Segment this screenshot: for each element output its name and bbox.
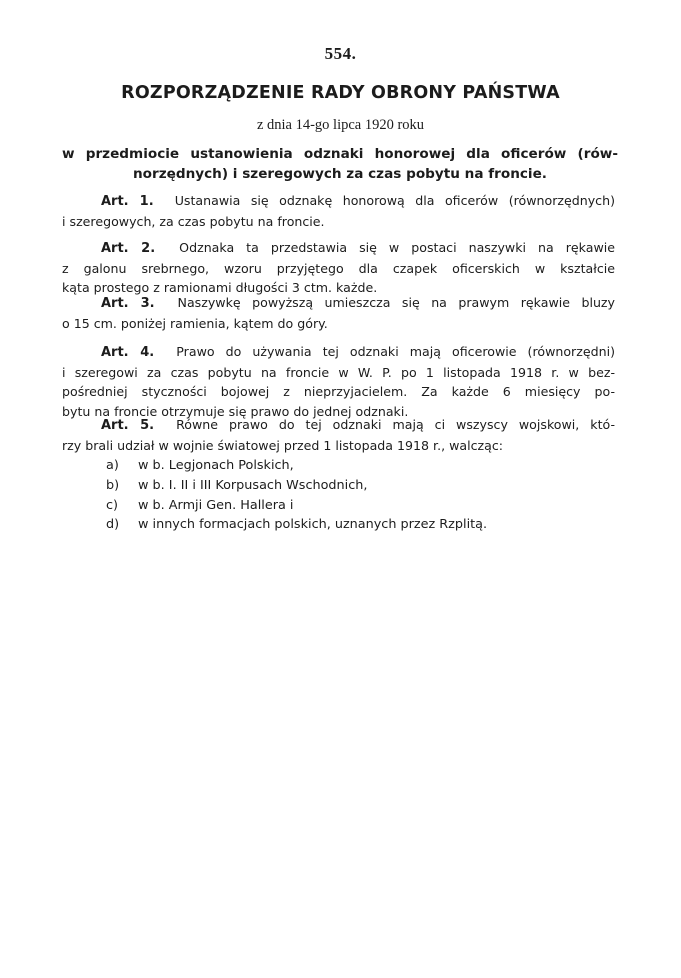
list-item-text: w innych formacjach polskich, uznanych przez Rzplitą. bbox=[138, 517, 488, 533]
article-4-line-3: pośredniej styczności bojowej z nieprzyjacielem. Za każde 6 miesięcy po- bbox=[62, 384, 615, 399]
list-item-text: w b. I. II i III Korpusach Wschodnich, bbox=[138, 477, 368, 493]
article-2 bbox=[62, 238, 615, 298]
article-1-line-1 bbox=[62, 191, 615, 212]
article-4 bbox=[62, 342, 615, 421]
article-2-label: Art. 2. bbox=[101, 241, 156, 256]
article-3-line-1 bbox=[62, 293, 615, 314]
article-3-line-2: o 15 cm. poniżej ramienia, kątem do góry. bbox=[62, 315, 328, 331]
article-1 bbox=[62, 191, 615, 231]
article-2-line-1 bbox=[62, 238, 615, 259]
document-date: z dnia 14-go lipca 1920 roku bbox=[256, 117, 425, 133]
list-item bbox=[106, 515, 487, 535]
article-5-list bbox=[106, 456, 487, 535]
article-3-text-1: Naszywkę powyższą umieszcza się na prawym rękawie bluzy bbox=[177, 295, 616, 310]
article-1-line-2: i szeregowych, za czas pobytu na froncie. bbox=[62, 213, 325, 229]
article-4-line-2: i szeregowi za czas pobytu na froncie w W. P. po 1 listopada 1918 r. w bez- bbox=[62, 364, 615, 380]
article-4-line-4: bytu na froncie otrzymuje się prawo do jednej odznaki. bbox=[62, 403, 409, 419]
subject-line-2: norzędnych) i szeregowych za czas pobytu na froncie. bbox=[133, 166, 547, 182]
article-5-line-1 bbox=[62, 415, 615, 436]
list-item bbox=[106, 476, 487, 496]
article-2-line-3: kąta prostego z ramionami długości 3 ctm. każde. bbox=[62, 280, 378, 295]
article-1-text-1: Ustanawia się odznakę honorową dla oficerów (równorzędnych) bbox=[174, 193, 615, 208]
list-item-marker: c) bbox=[106, 497, 119, 513]
article-4-line-1 bbox=[62, 342, 615, 363]
article-5 bbox=[62, 415, 615, 455]
article-4-text-1: Prawo do używania tej odznaki mają oficerowie (równorzędni) bbox=[176, 344, 615, 359]
list-item-marker: a) bbox=[106, 458, 119, 473]
article-2-line-2: z galonu srebrnego, wzoru przyjętego dla czapek oficerskich w kształcie bbox=[62, 260, 615, 276]
list-item-text: w b. Armji Gen. Hallera i bbox=[138, 497, 294, 513]
document-title: ROZPORZĄDZENIE RADY OBRONY PAŃSTWA bbox=[121, 83, 560, 103]
list-item bbox=[106, 496, 487, 516]
list-item-marker: b) bbox=[106, 477, 120, 493]
subject-line-1: w przedmiocie ustanowienia odznaki honorowej dla oficerów (rów- bbox=[62, 146, 618, 162]
article-2-text-1: Odznaka ta przedstawia się w postaci naszywki na rękawie bbox=[179, 240, 615, 255]
list-item-text: w b. Legjonach Polskich, bbox=[138, 458, 294, 473]
article-4-label: Art. 4. bbox=[101, 345, 155, 360]
list-item-marker: d) bbox=[106, 517, 120, 533]
article-5-line-2: rzy brali udział w wojnie światowej przed 1 listopada 1918 r., walcząc: bbox=[62, 437, 504, 453]
page-number: 554. bbox=[324, 44, 357, 63]
article-3 bbox=[62, 293, 615, 333]
article-5-label: Art. 5. bbox=[101, 418, 155, 433]
list-item bbox=[106, 456, 487, 476]
article-5-text-1: Równe prawo do tej odznaki mają ci wszyscy wojskowi, któ- bbox=[176, 417, 615, 432]
article-3-label: Art. 3. bbox=[101, 296, 155, 311]
article-1-label: Art. 1. bbox=[101, 194, 154, 209]
document-subject bbox=[62, 144, 618, 184]
